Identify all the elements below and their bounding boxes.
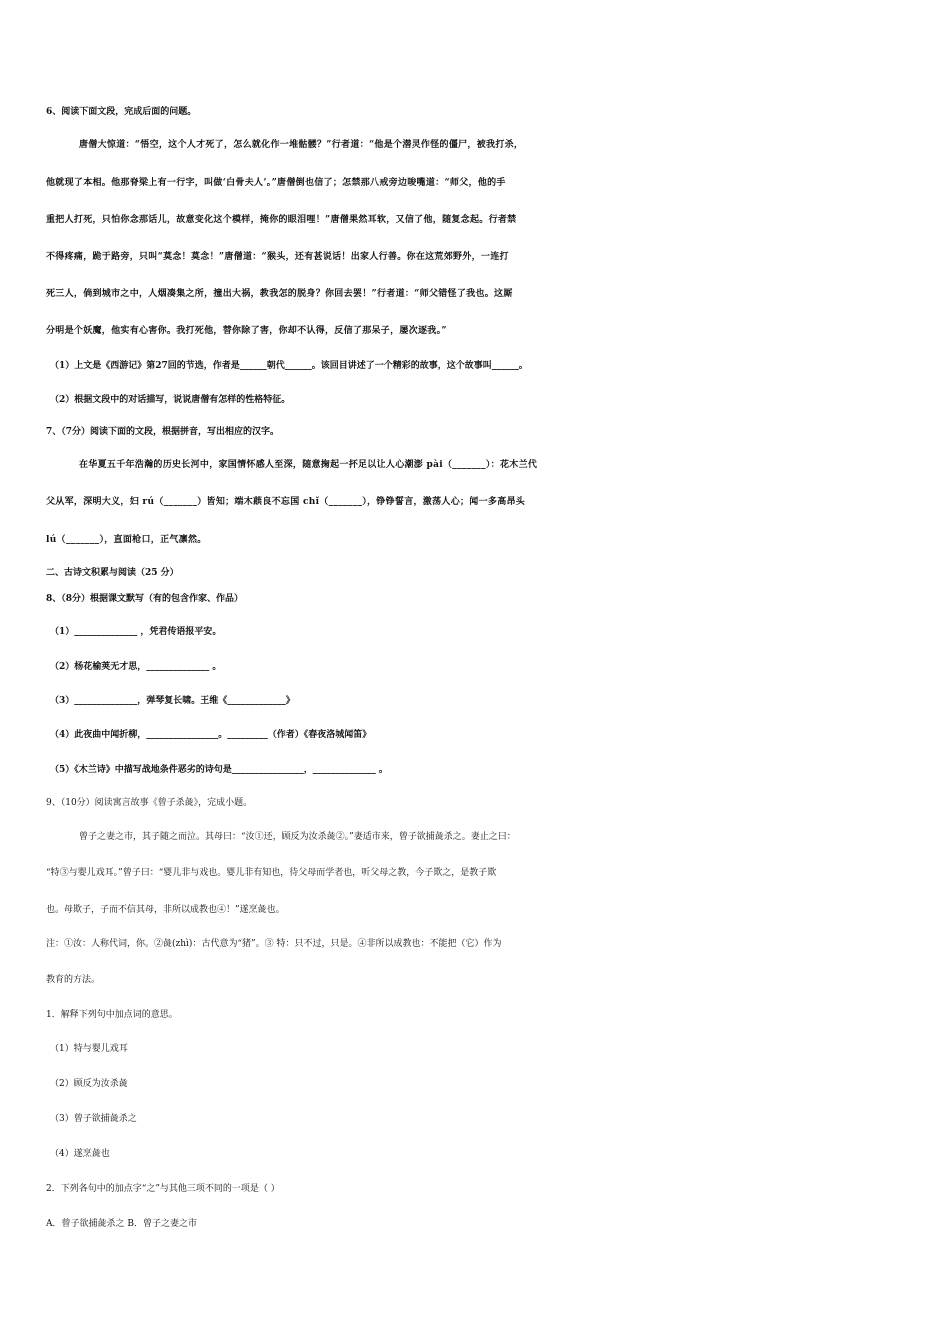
q9-sub1-item: （2）顾反为汝杀彘 <box>50 1079 128 1089</box>
q6-passage-line: 不得疼痛，跪于路旁，只叫“莫念！莫念！”唐僧道：“猴头，还有甚说话！出家人行善。你在这荒郊野外，一连打 <box>46 252 509 262</box>
q6-sub1: （1）上文是《西游记》第27回的节选，作者是______朝代______。该回目讲述了一个精彩的故事，这个故事叫______。 <box>50 361 528 371</box>
q6-sub2: （2）根据文段中的对话描写，说说唐僧有怎样的性格特征。 <box>50 395 291 405</box>
q9-sub1-item: （4）遂烹彘也 <box>50 1149 110 1159</box>
q8-item: （5）《木兰诗》中描写战地条件恶劣的诗句是________________，______________ 。 <box>50 765 388 775</box>
q9-sub1-item: （3）曾子欲捕彘杀之 <box>50 1114 137 1124</box>
q7-passage-line: 父从军，深明大义，妇 rú（_______）皆知；端木蕻良不忘国 chǐ（_______），铮铮誓言，激荡人心；闻一多高昂头 <box>46 497 526 507</box>
q6-passage-line: 他就现了本相。他那脊梁上有一行字，叫做‘白骨夫人’。”唐僧倒也信了；怎禁那八戒旁边唆嘴道：“师父，他的手 <box>46 178 506 188</box>
q9-passage-line: 曾子之妻之市，其子随之而泣。其母曰：“汝①还，顾反为汝杀彘②。”妻适市来，曾子欲捕彘杀之。妻止之曰： <box>79 832 516 842</box>
q9-sub2-heading: 2．下列各句中的加点字“之”与其他三项不同的一项是（ ） <box>46 1184 280 1194</box>
q7-passage-line: 在华夏五千年浩瀚的历史长河中，家国情怀感人至深，随意掬起一抔足以让人心潮澎 pài（_______）：花木兰代 <box>79 460 538 470</box>
q8-item: （2）杨花榆荚无才思，______________ 。 <box>50 662 222 672</box>
q6-passage-line: 唐僧大惊道：“悟空，这个人才死了，怎么就化作一堆骷髅？”行者道：“他是个潜灵作怪的僵尸，被我打杀， <box>79 140 524 150</box>
q9-heading: 9、（10分）阅读寓言故事《曾子杀彘》，完成小题。 <box>46 798 253 808</box>
q7-heading: 7、（7分）阅读下面的文段，根据拼音，写出相应的汉字。 <box>46 427 280 437</box>
q8-item: （4）此夜曲中闻折柳，________________。_________（作者）《春夜洛城闻笛》 <box>50 730 372 740</box>
q9-sub1-item: （1）特与婴儿戏耳 <box>50 1044 128 1054</box>
q9-sub2-options: A．曾子欲捕彘杀之 B．曾子之妻之市 <box>46 1219 197 1229</box>
q7-passage-line: lú（_______），直面枪口，正气凛然。 <box>46 535 207 545</box>
q9-passage-line: “特③与婴儿戏耳。”曾子曰：“婴儿非与戏也。婴儿非有知也，待父母而学者也，听父母之教，今子欺之，是教子欺 <box>46 868 497 878</box>
q8-heading: 8、（8分）根据课文默写（有的包含作家、作品） <box>46 594 244 604</box>
section2-heading: 二、古诗文积累与阅读（25 分） <box>46 568 179 578</box>
q9-note-line: 教育的方法。 <box>46 975 101 985</box>
q9-sub1-heading: 1．解释下列句中加点词的意思。 <box>46 1010 178 1020</box>
q8-item: （3）______________，弹琴复长啸。王维《_____________》 <box>50 696 295 706</box>
q6-passage-line: 分明是个妖魔，他实有心害你。我打死他，替你除了害，你却不认得，反信了那呆子，屡次逐我。” <box>46 326 447 336</box>
q6-passage-line: 死三人，倘到城市之中，人烟凑集之所，撞出大祸，教我怎的脱身？你回去罢！”行者道：“师父错怪了我也。这厮 <box>46 289 513 299</box>
q8-item: （1）______________ ，凭君传语报平安。 <box>50 627 222 637</box>
q9-note-line: 注：①汝：人称代词，你。②彘(zhì)：古代意为“猪”。③ 特：只不过，只是。④非所以成教也：不能把（它）作为 <box>46 939 502 949</box>
q6-heading: 6、阅读下面文段，完成后面的问题。 <box>46 107 197 117</box>
q6-passage-line: 重把人打死，只怕你念那话儿，故意变化这个模样，掩你的眼泪哩！”唐僧果然耳软，又信了他，随复念起。行者禁 <box>46 215 517 225</box>
q9-passage-line: 也。母欺子，子而不信其母，非所以成教也④！”遂烹彘也。 <box>46 905 285 915</box>
